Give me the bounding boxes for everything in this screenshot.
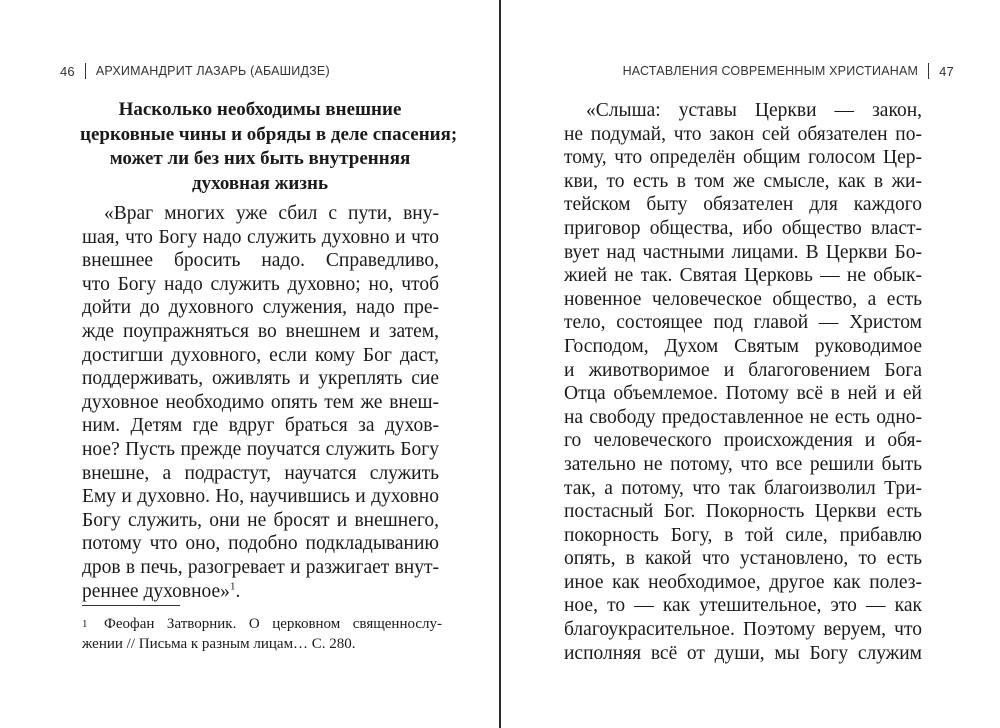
body-line: «Враг многих уже сбил с пути, вну-: [104, 203, 439, 224]
body-line: и животворимое и благоговением Бога: [564, 359, 922, 381]
left-running-head: [60, 63, 330, 79]
body-line: внешнее бросить надо. Справедливо,: [82, 250, 439, 272]
body-line: новенное человеческое общество, а есть: [564, 288, 922, 310]
body-line: духовное необходимо опять тем же внеш-: [82, 391, 439, 413]
body-line: исполняя всё от души, мы Богу служим: [564, 642, 922, 664]
right-body-text: [564, 99, 922, 665]
body-line: жией не так. Святая Церковь — не обык-: [564, 265, 922, 287]
right-running-head: [623, 63, 954, 79]
body-line: не подумай, что закон сей обязателен по-: [564, 123, 922, 145]
body-line: ное, то — как утешительное, это — как: [564, 595, 922, 617]
body-line: опять, в какой что установлено, то есть: [564, 548, 922, 570]
footnote-line: [82, 615, 442, 635]
footnote-rule: [82, 605, 180, 606]
body-line: жде поупражняться во внешнем и затем,: [82, 320, 439, 342]
body-line: кви, то есть в том же смысле, как в жи-: [564, 170, 922, 192]
body-line: дойти до духовного служения, надо пре-: [82, 297, 439, 319]
left-running-head-title: АРХИМАНДРИТ ЛАЗАРЬ (АБАШИДЗЕ): [95, 64, 330, 78]
body-line: достигши духовного, если кому Бог даст,: [82, 344, 439, 366]
body-line: тело, состоящее под главой — Христом: [564, 312, 922, 334]
footnote-text: Феофан Затворник. О церковном священнослу-: [104, 616, 442, 632]
left-page: [0, 0, 499, 728]
body-line: благоукрасительное. Поэтому веруем, что: [564, 619, 922, 641]
body-line: вует над частными лицами. В Церкви Бо-: [564, 241, 922, 263]
body-line: приговор общества, ибо общество власт-: [564, 217, 922, 239]
footnote-reference[interactable]: 1: [229, 580, 236, 592]
body-line: зательно не потому, что все решили быть: [564, 453, 922, 475]
body-line: Отца объемлемое. Потому всё в ней и ей: [564, 383, 922, 405]
section-heading: [80, 98, 458, 196]
left-page-number: 46: [60, 63, 75, 79]
body-line: так, а потому, что так благоизволил Три-: [564, 477, 922, 499]
running-head-divider: [928, 63, 929, 79]
body-line: на свободу предоставленное не есть одно-: [564, 406, 922, 428]
body-line: ное? Пусть прежде поучатся служить Богу: [82, 438, 439, 460]
left-body-text: [82, 202, 439, 603]
body-line: покорность Богу, в той силе, прибавлю: [564, 524, 922, 546]
body-line: «Слыша: уставы Церкви — закон,: [586, 100, 922, 121]
body-line-text: реннее духовное»: [82, 580, 230, 602]
footnote-line: жении // Письма к разным лицам… С. 280.: [82, 635, 356, 652]
body-line: потому что оно, подобно подкладыванию: [82, 533, 439, 555]
heading-line: может ли без них быть внутренняя: [109, 148, 411, 169]
body-line: тому, что определён общим голосом Цер-: [564, 147, 922, 169]
heading-line: Насколько необходимы внешние: [118, 99, 402, 120]
body-line: поддерживать, оживлять и укреплять сие: [82, 368, 439, 390]
heading-line: церковные чины и обряды в деле спасения;: [80, 123, 458, 145]
footnote: [82, 615, 442, 654]
body-line-last: реннее духовное»$^1$.: [82, 580, 241, 602]
heading-line: духовная жизнь: [191, 172, 328, 194]
body-line: тейском быту обязателен для каждого: [564, 194, 922, 216]
body-line: иное как необходимое, другое как полез-: [564, 571, 922, 593]
running-head-divider: [85, 63, 86, 79]
body-line: го человеческого происхождения и обя-: [564, 430, 922, 452]
body-line: Господом, Духом Святым руководимое: [564, 335, 922, 357]
body-line: ним. Детям где вдруг браться за духов-: [82, 415, 439, 437]
right-running-head-title: НАСТАВЛЕНИЯ СОВРЕМЕННЫМ ХРИСТИАНАМ: [622, 64, 919, 78]
right-page-number: 47: [939, 63, 954, 79]
body-line: дров в печь, разогревает и разжигает внут-: [82, 556, 439, 578]
body-line: что Богу надо служить духовно; но, чтоб: [82, 273, 439, 295]
body-line: постасный Бог. Покорность Церкви есть: [564, 501, 922, 523]
body-line: внешне, а подрастут, научатся служить: [82, 462, 439, 484]
body-line: Ему и духовно. Но, научившись и духовно: [82, 486, 439, 508]
body-line: шая, что Богу надо служить духовно и что: [82, 226, 439, 248]
body-line: Богу служить, они не бросят и внешнего,: [82, 509, 439, 531]
footnote-number: 1: [82, 618, 88, 630]
